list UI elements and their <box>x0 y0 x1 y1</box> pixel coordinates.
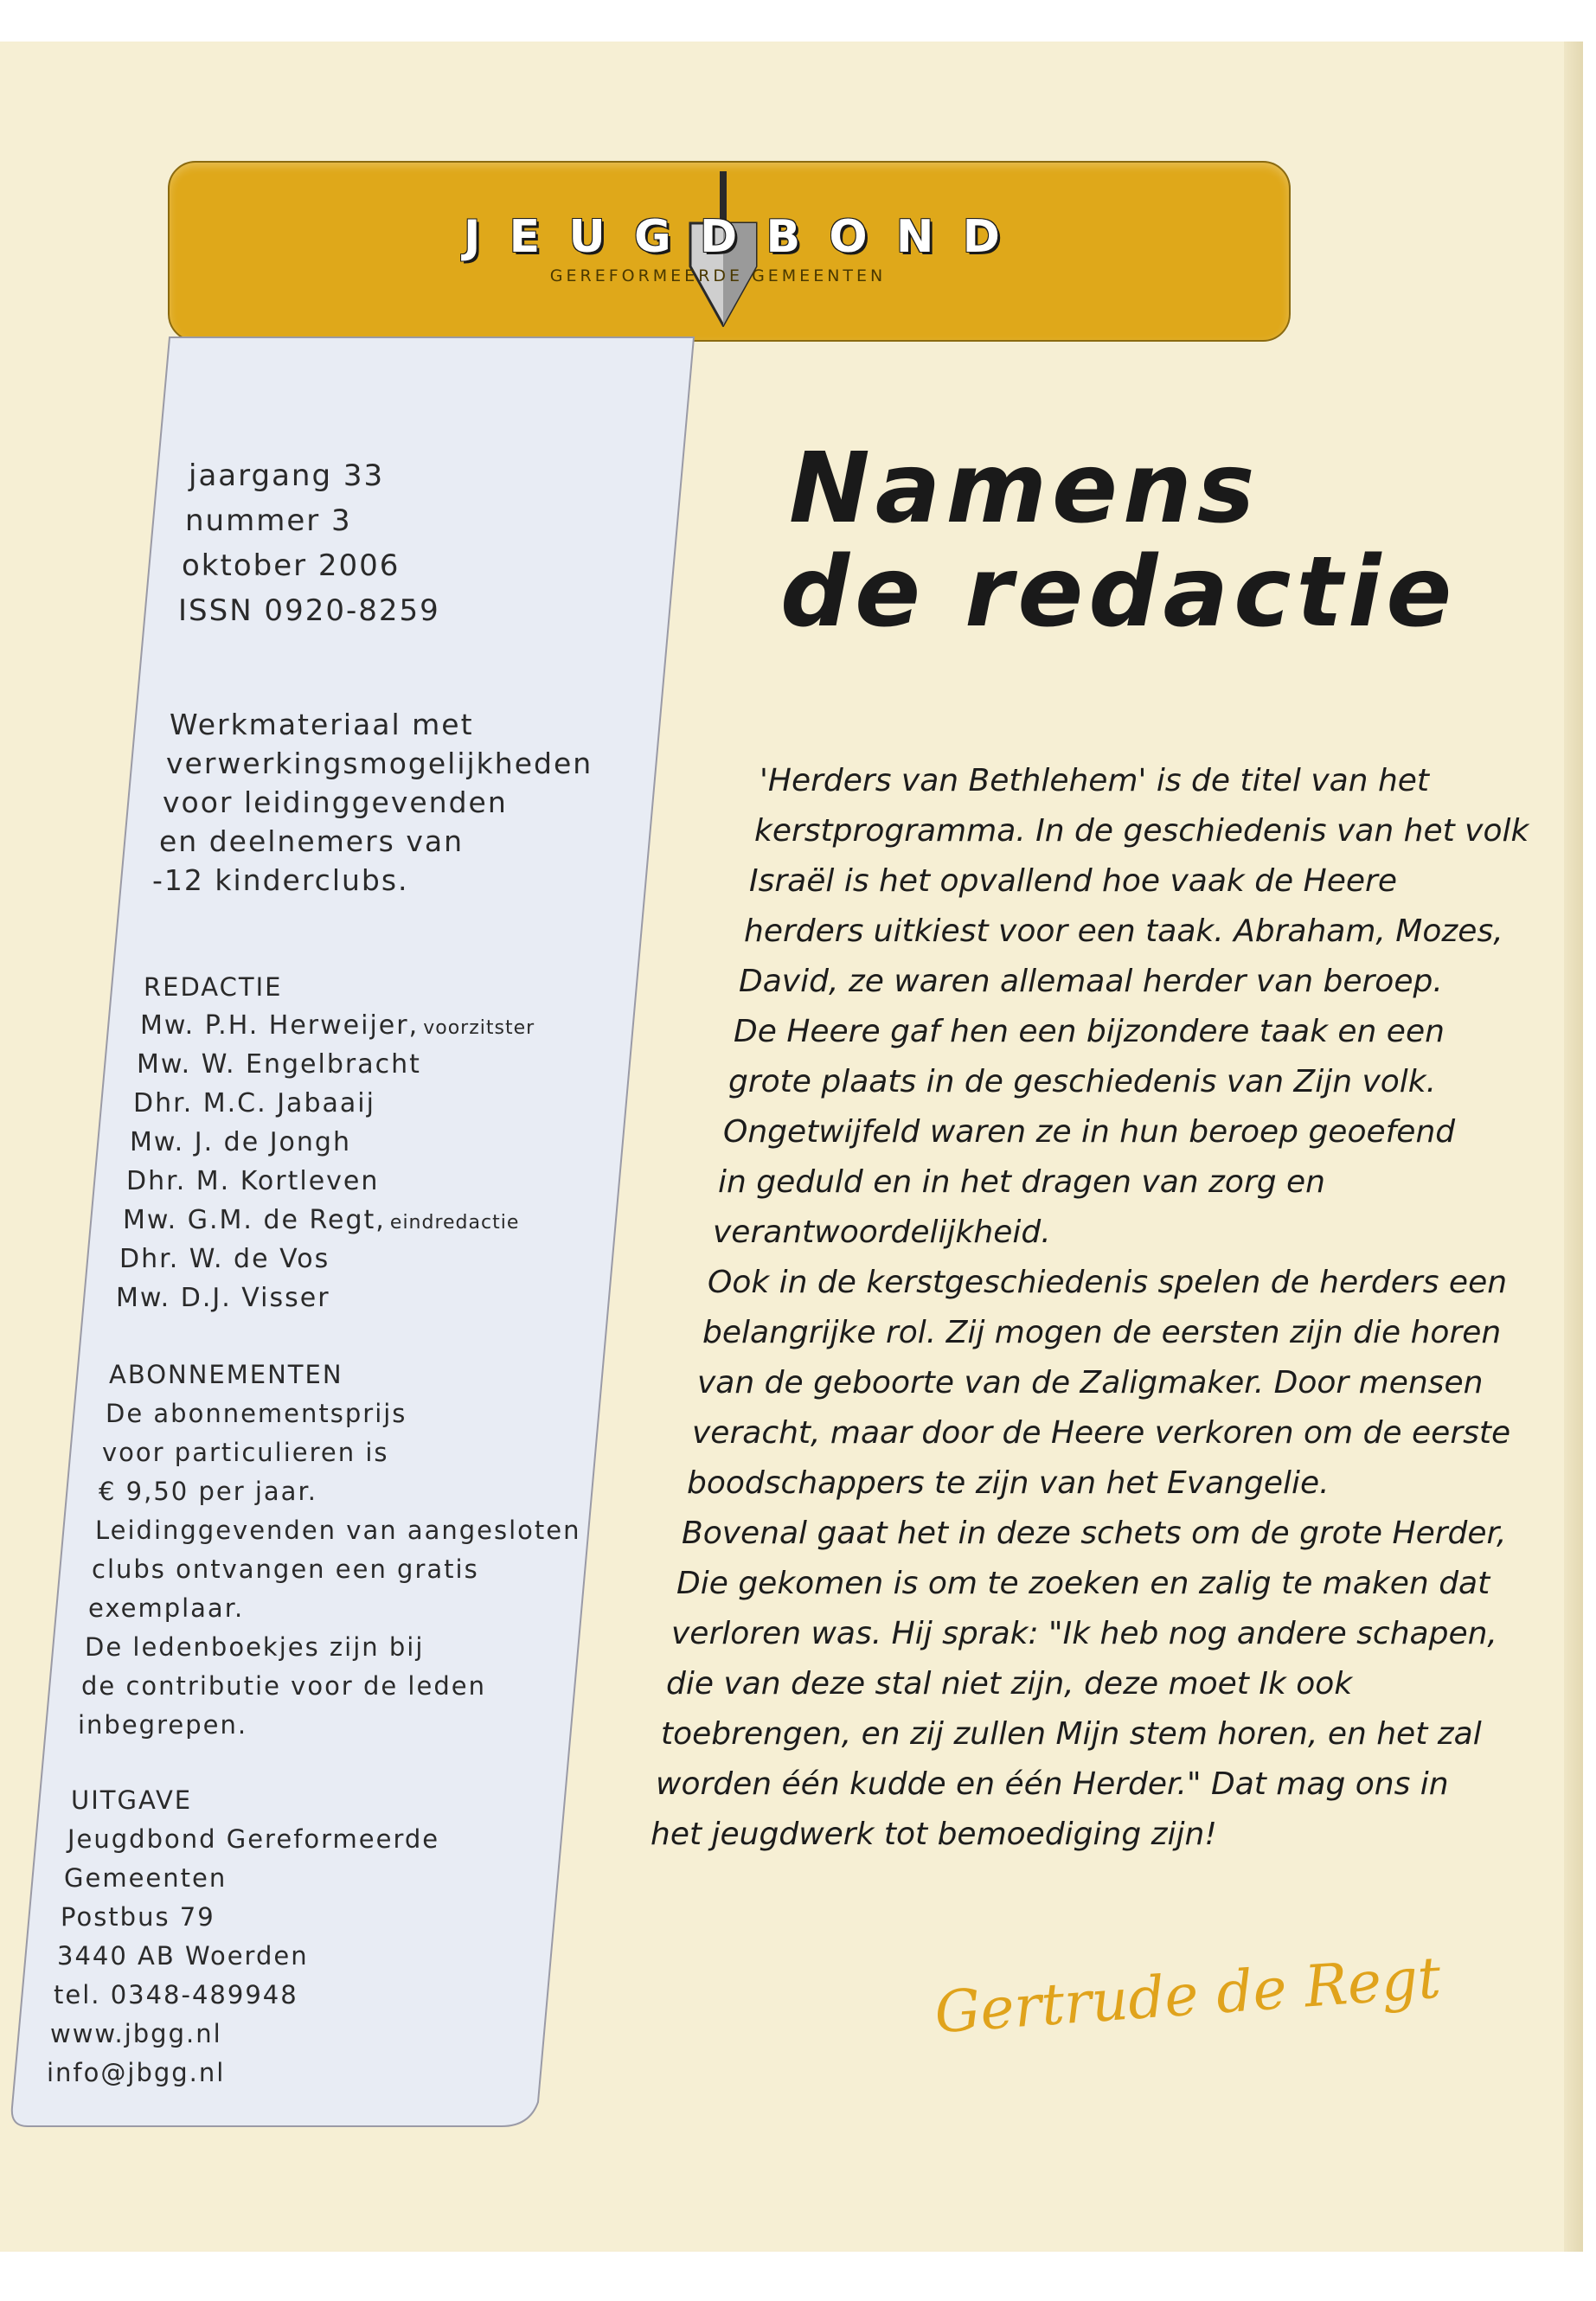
publisher-website: www.jbgg.nl <box>50 2019 222 2048</box>
editor-row <box>126 1166 379 1196</box>
logo-letter: J <box>464 211 481 263</box>
body-line: Ongetwijfeld waren ze in hun beroep geoefend <box>723 1114 1456 1150</box>
publisher-line: Jeugdbond Gereformeerde <box>67 1824 440 1854</box>
editor-row <box>137 1049 421 1080</box>
subscription-line: Leidinggevenden van aangesloten <box>95 1516 581 1545</box>
body-line: die van deze stal niet zijn, deze moet Ik ook <box>666 1666 1353 1702</box>
logo-letter: U <box>568 211 606 263</box>
issue-date: oktober 2006 <box>182 548 401 583</box>
description-line: voor leidinggevenden <box>163 785 508 819</box>
logo-letter: D <box>962 211 1000 263</box>
body-line: verloren was. Hij sprak: "Ik heb nog andere schapen, <box>671 1616 1497 1651</box>
subscription-line: exemplaar. <box>88 1593 245 1623</box>
header-banner <box>168 161 1291 342</box>
body-line: Die gekomen is om te zoeken en zalig te maken dat <box>676 1566 1490 1601</box>
publisher-line: Postbus 79 <box>61 1902 215 1932</box>
editor-name: Dhr. M. Kortleven <box>126 1166 380 1196</box>
editor-role: eindredactie <box>389 1212 520 1234</box>
logo-letter: O <box>829 211 868 263</box>
body-line: belangrijke rol. Zij mogen de eersten zijn die horen <box>702 1315 1502 1350</box>
subscription-line: voor particulieren is <box>102 1438 389 1467</box>
description-line: verwerkingsmogelijkheden <box>166 747 593 780</box>
logo-wordmark <box>464 211 1000 263</box>
publisher-email: info@jbgg.nl <box>47 2058 226 2087</box>
editor-name: Mw. G.M. de Regt, <box>123 1205 386 1235</box>
subscription-line: clubs ontvangen een gratis <box>92 1554 479 1584</box>
body-line: herders uitkiest voor een taak. Abraham, Mozes, <box>744 913 1503 949</box>
body-line: worden één kudde en één Herder." Dat mag ons in <box>656 1766 1449 1802</box>
body-line: David, ze waren allemaal herder van beroep. <box>739 964 1443 999</box>
editor-name: Dhr. M.C. Jabaaij <box>133 1088 375 1118</box>
redactie-heading: REDACTIE <box>144 972 283 1002</box>
body-line: van de geboorte van de Zaligmaker. Door mensen <box>697 1365 1484 1400</box>
logo-letter: B <box>766 211 801 263</box>
logo-subtitle: GEREFORMEERDE GEMEENTEN <box>549 266 887 285</box>
uitgave-heading: UITGAVE <box>71 1785 193 1815</box>
body-line: het jeugdwerk tot bemoediging zijn! <box>651 1817 1217 1852</box>
editor-name: Mw. D.J. Visser <box>116 1283 330 1313</box>
body-line: verantwoordelijkheid. <box>713 1215 1051 1250</box>
subscription-line: inbegrepen. <box>78 1710 248 1740</box>
article-title-line-2: de redactie <box>780 536 1458 649</box>
editor-name: Mw. W. Engelbracht <box>137 1049 421 1080</box>
editor-row <box>130 1127 351 1157</box>
description-line: Werkmateriaal met <box>170 708 474 741</box>
editor-row <box>123 1205 519 1235</box>
article-title-line-1: Namens <box>789 433 1260 545</box>
body-line: Ook in de kerstgeschiedenis spelen de herders een <box>708 1265 1508 1300</box>
description-line: en deelnemers van <box>159 824 465 858</box>
subscription-line: De abonnementsprijs <box>106 1399 407 1428</box>
body-line: veracht, maar door de Heere verkoren om de eerste <box>692 1415 1511 1451</box>
editor-role: voorzitster <box>423 1017 535 1039</box>
editor-name: Dhr. W. de Vos <box>119 1244 330 1274</box>
body-line: in geduld en in het dragen van zorg en <box>718 1164 1325 1200</box>
editor-name: Mw. P.H. Herweijer, <box>140 1010 420 1041</box>
editor-name: Mw. J. de Jongh <box>130 1127 351 1157</box>
subscription-line: de contributie voor de leden <box>81 1671 486 1701</box>
body-line: Bovenal gaat het in deze schets om de grote Herder, <box>682 1516 1507 1551</box>
abonnementen-heading: ABONNEMENTEN <box>109 1360 343 1389</box>
issn: ISSN 0920-8259 <box>178 593 440 628</box>
page-edge <box>1564 42 1583 2252</box>
publisher-line: Gemeenten <box>64 1863 228 1893</box>
body-line: grote plaats in de geschiedenis van Zijn volk. <box>728 1064 1437 1099</box>
body-line: kerstprogramma. In de geschiedenis van het volk <box>754 813 1529 849</box>
description-line: -12 kinderclubs. <box>152 863 409 897</box>
signature: Gertrude de Regt <box>933 1944 1443 2047</box>
body-line: 'Herders van Bethlehem' is de titel van het <box>760 763 1430 798</box>
publisher-line: 3440 AB Woerden <box>57 1941 309 1971</box>
subscription-line: € 9,50 per jaar. <box>99 1477 317 1506</box>
logo-letter: E <box>509 211 541 263</box>
volume-label: jaargang 33 <box>189 458 385 493</box>
body-line: boodschappers te zijn van het Evangelie. <box>687 1465 1330 1501</box>
logo-letter: D <box>700 211 738 263</box>
logo-letter: G <box>634 211 671 263</box>
editor-row <box>116 1283 330 1313</box>
publisher-phone: tel. 0348-489948 <box>54 1980 298 2009</box>
body-line: Israël is het opvallend hoe vaak de Heere <box>749 863 1397 899</box>
editor-row <box>119 1244 330 1274</box>
issue-number: nummer 3 <box>185 503 352 538</box>
editor-row <box>133 1088 375 1118</box>
logo-letter: N <box>895 211 934 263</box>
body-line: De Heere gaf hen een bijzondere taak en een <box>734 1014 1445 1049</box>
subscription-line: De ledenboekjes zijn bij <box>85 1632 425 1662</box>
editor-row <box>140 1010 535 1041</box>
body-line: toebrengen, en zij zullen Mijn stem horen, en het zal <box>661 1716 1482 1752</box>
